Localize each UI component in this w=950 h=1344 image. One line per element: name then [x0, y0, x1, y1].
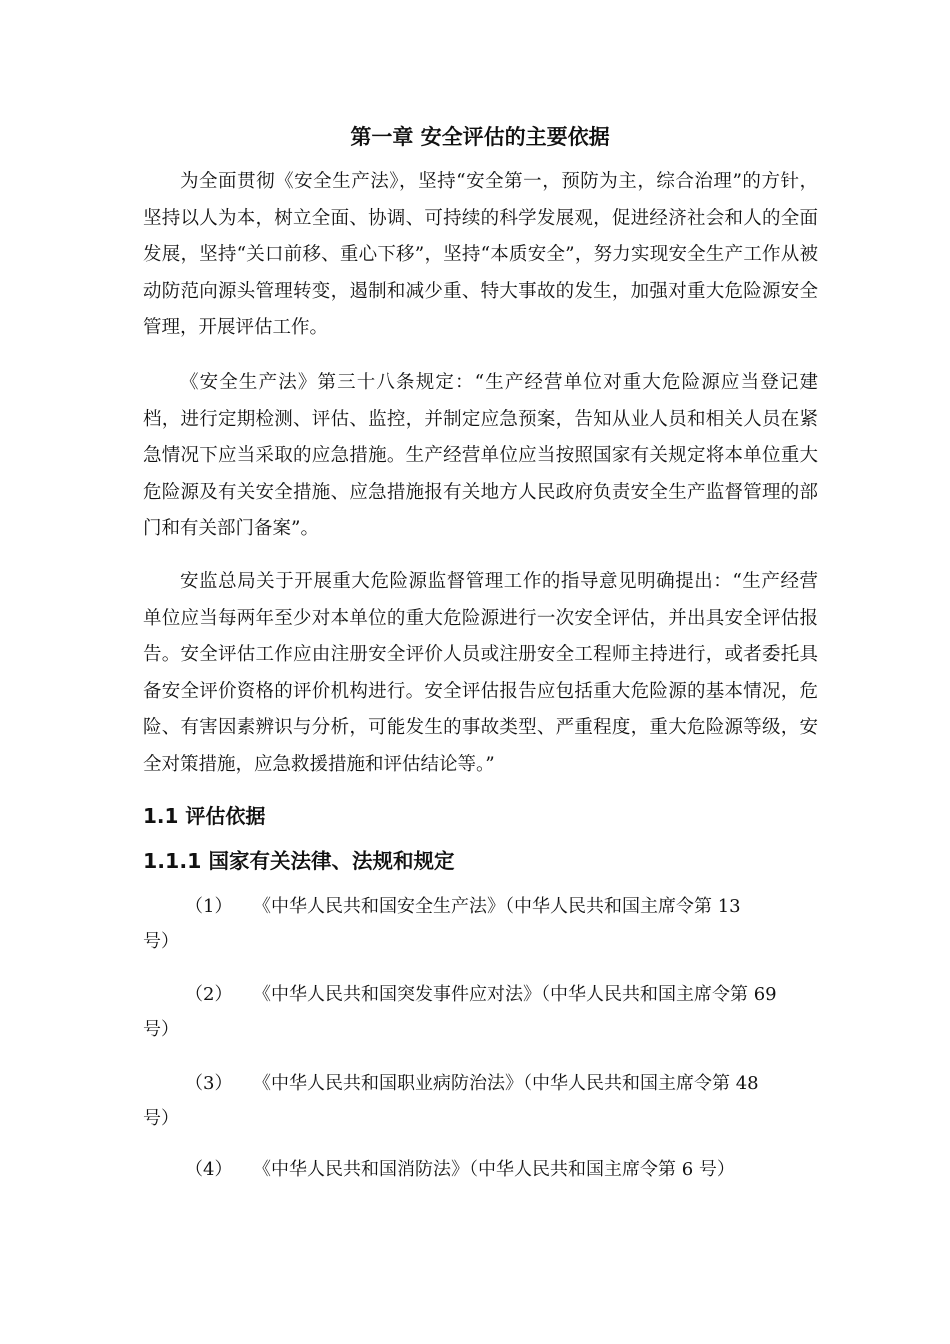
subsection-heading: 1.1.1 国家有关法律、法规和规定: [143, 849, 455, 873]
list-item-number: （1）: [185, 896, 233, 917]
section-heading: 1.1 评估依据: [143, 804, 266, 828]
paragraph: 《安全生产法》第三十八条规定：“生产经营单位对重大危险源应当登记建档，进行定期检测、评估、监控，并制定应急预案，告知从业人员和相关人员在紧急情况下应当采取的应急措施。生产经营单位应当按照国家有关规定将本单位重大危险源及有关安全措施、应急措施报有关地方人民政府负责安全生产监督管理的部门和有关部门备案”。: [143, 372, 818, 539]
list-item-number: （2）: [185, 984, 233, 1005]
list-item-text: 《中华人民共和国消防法》（中华人民共和国主席令第 6 号）: [253, 1159, 735, 1180]
list-item-text: 《中华人民共和国突发事件应对法》（中华人民共和国主席令第 69: [253, 984, 777, 1005]
list-item-number: （4）: [185, 1159, 233, 1180]
list-item-text: 《中华人民共和国职业病防治法》（中华人民共和国主席令第 48: [253, 1073, 759, 1094]
list-item-text: 《中华人民共和国安全生产法》（中华人民共和国主席令第 13: [253, 896, 741, 917]
list-item-continuation: 号）: [143, 1019, 179, 1040]
chapter-title: 第一章 安全评估的主要依据: [350, 125, 610, 149]
paragraph: 安监总局关于开展重大危险源监督管理工作的指导意见明确提出：“生产经营单位应当每两年至少对本单位的重大危险源进行一次安全评估，并出具安全评估报告。安全评估工作应由注册安全评价人员或注册安全工程师主持进行，或者委托具备安全评价资格的评价机构进行。安全评估报告应包括重大危险源的基本情况，危险、有害因素辨识与分析，可能发生的事故类型、严重程度，重大危险源等级，安全对策措施，应急救援措施和评估结论等。”: [143, 571, 818, 775]
list-item-continuation: 号）: [143, 931, 179, 952]
list-item-number: （3）: [185, 1073, 233, 1094]
list-item-continuation: 号）: [143, 1108, 179, 1129]
paragraph: 为全面贯彻《安全生产法》，坚持“安全第一，预防为主，综合治理”的方针，坚持以人为本，树立全面、协调、可持续的科学发展观，促进经济社会和人的全面发展，坚持“关口前移、重心下移”，坚持“本质安全”，努力实现安全生产工作从被动防范向源头管理转变，遏制和减少重、特大事故的发生，加强对重大危险源安全管理，开展评估工作。: [143, 171, 818, 338]
